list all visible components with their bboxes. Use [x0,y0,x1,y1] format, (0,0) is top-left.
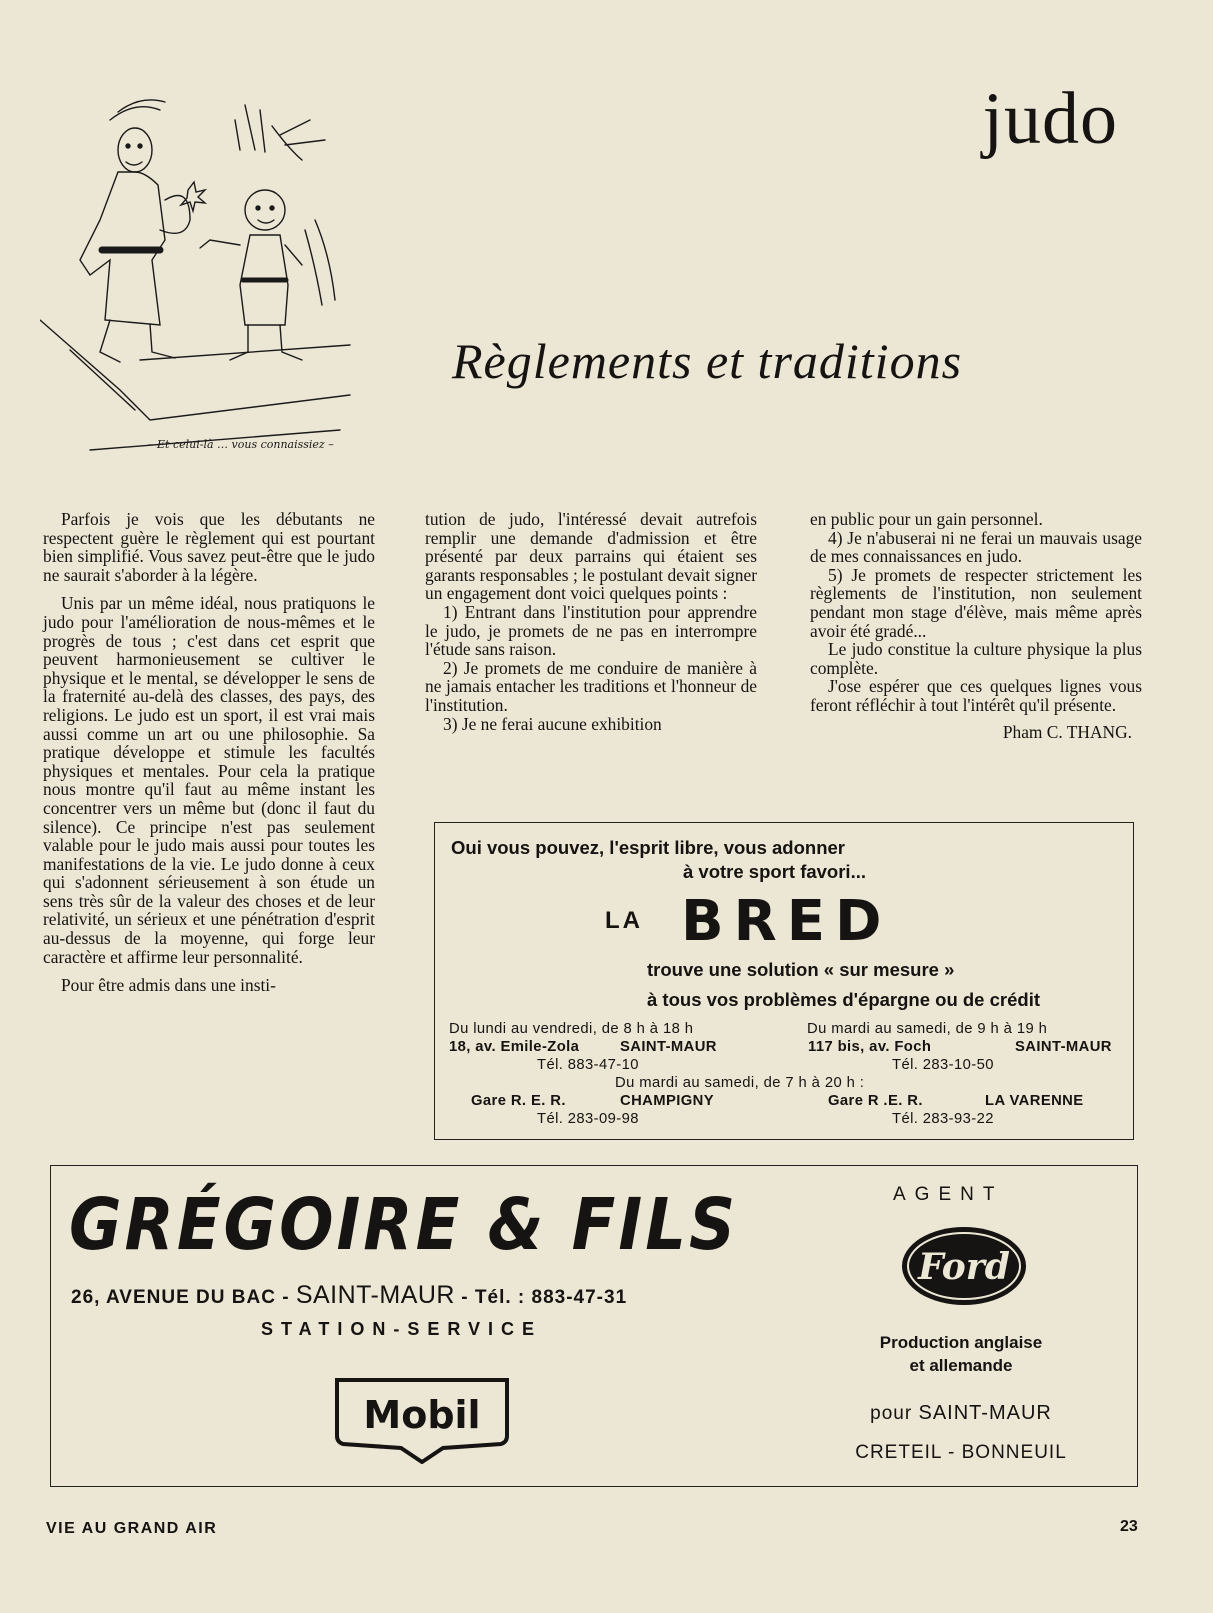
branch4-gare: Gare R .E. R. [828,1093,923,1109]
agent-label: AGENT [893,1184,1004,1205]
page-number: 23 [1120,1518,1138,1535]
bred-advertisement [434,822,1134,1140]
branch2-hours: Du mardi au samedi, de 9 h à 19 h [807,1021,1048,1037]
branch2-address: 117 bis, av. Foch [808,1039,932,1055]
list-item: 2) Je promets de me conduire de manière à ne jamais entacher les traditions et l'honneur de l'institution. [425,657,757,715]
city: SAINT-MAUR [295,1281,455,1309]
tel-label: Tél. : [474,1287,526,1308]
bred-tagline-1: trouve une solution « sur mesure » [647,959,955,980]
bred-la: LA [605,907,643,934]
branch3-tel: Tél. 283-09-98 [537,1111,639,1127]
pour-city: SAINT-MAUR [918,1402,1052,1424]
cities-line: CRETEIL - BONNEUIL [855,1442,1067,1463]
gregoire-address-line: 26, AVENUE DU BAC - SAINT-MAUR - Tél. : 883-47-31 [71,1281,628,1309]
branch4-tel: Tél. 283-93-22 [892,1111,994,1127]
page-title: judo [982,78,1118,160]
paragraph: Pour être admis dans une insti- [61,975,276,996]
list-item: 4) Je n'abuserai ni ne ferai un mauvais usage de mes connaissances en judo. [810,527,1142,567]
bred-headline-1: Oui vous pouvez, l'esprit libre, vous adonner [451,837,846,858]
mobil-logo [331,1376,513,1464]
tel-number: 883-47-31 [531,1287,628,1308]
paragraph: Unis par un même idéal, nous pratiquons le judo pour l'amélioration de nous-mêmes et le progrès de tous ; c'est dans cet esprit que peuvent harmonieusement se cultiver le physique et le mental, se développer le sens de la fraternité au-delà des classes, des pays, des religions. Le judo est un sport, il est vrai mais aussi comme un art ou une philosophie. Sa pratique développe et stimule les facultés physiques et mentales. Pour cela la pratique nous montre qu'il faut au même instant les concentrer vers un même but (donc il faut du silence). Ce principe n'est pas seulement valable pour le judo mais aussi pour toutes les manifestations de la vie. Le judo donne à ceux qui s'adonnent sérieusement à son étude un sens très sûr de la valeur des choses et de leur relativité, un sérieux et une pénétration d'esprit au-dessus de la moyenne, qui forge leur caractère et affirme leur personnalité. [43,593,375,967]
street-address: 26, AVENUE DU BAC [71,1287,276,1308]
judo-cartoon-illustration [40,90,380,470]
article-column-3 [810,510,1142,741]
article-subtitle: Règlements et traditions [452,333,963,389]
gregoire-fils-logo: GRÉGOIRE & FILS [69,1184,739,1267]
list-item: 5) Je promets de respecter strictement les règlements de l'institution, non seulement pendant mon stage d'élève, mais même après avoir été gradé... [810,564,1142,641]
paragraph: tution de judo, l'intéressé devait autrefois remplir une demande d'admission et être présenté par deux parrains qui étaient ses garants responsables ; le postulant devait signer un engagement dont voici quelques points : [425,509,757,604]
pour-line [811,1402,1111,1425]
paragraph: J'ose espérer que ces quelques lignes vous feront réfléchir à tout l'intérêt qu'il présente. [810,676,1142,715]
cartoon-caption: – Et celui-là … vous connaissiez – [148,438,334,451]
article-column-2 [425,510,757,733]
production-line-1: Production anglaise [879,1333,1043,1352]
branch3-gare: Gare R. E. R. [471,1093,566,1109]
magazine-name: VIE AU GRAND AIR [46,1520,218,1537]
paragraph: en public pour un gain personnel. [810,509,1043,529]
production-line-2: et allemande [909,1356,1013,1375]
gregoire-fils-advertisement [50,1165,1138,1487]
branch1-address: 18, av. Emile-Zola [449,1039,580,1055]
article-column-1 [43,510,375,995]
branch1-hours: Du lundi au vendredi, de 8 h à 18 h [449,1021,694,1037]
bred-logo: BRED [681,889,892,954]
production-text [811,1331,1111,1377]
shared-hours: Du mardi au samedi, de 7 h à 20 h : [615,1075,865,1091]
article-author: Pham C. THANG. [1002,721,1132,742]
branch2-city: SAINT-MAUR [1015,1039,1112,1055]
ford-logo-text: Ford [918,1246,1010,1288]
paragraph: Le judo constitue la culture physique la plus complète. [810,639,1142,678]
station-service: STATION-SERVICE [261,1319,543,1339]
bred-headline-2: à votre sport favori... [683,861,866,882]
branch2-tel: Tél. 283-10-50 [892,1057,994,1073]
ford-logo [899,1224,1029,1308]
bred-tagline-2: à tous vos problèmes d'épargne ou de crédit [647,989,1040,1010]
branch3-city: CHAMPIGNY [620,1093,715,1109]
branch4-city: LA VARENNE [985,1093,1084,1109]
mobil-logo-text: Mobil [363,1393,481,1437]
list-item: 1) Entrant dans l'institution pour apprendre le judo, je promets de ne pas en interrompre l'étude sans raison. [425,601,757,660]
branch1-tel: Tél. 883-47-10 [537,1057,639,1073]
branch1-city: SAINT-MAUR [620,1039,717,1055]
pour-label: pour [870,1403,913,1424]
list-item: 3) Je ne ferai aucune exhibition [443,713,662,734]
paragraph: Parfois je vois que les débutants ne respectent guère le règlement qui est pourtant bien simplifié. Vous savez peut-être que le judo ne saurait s'aborder à la légère. [43,509,375,585]
